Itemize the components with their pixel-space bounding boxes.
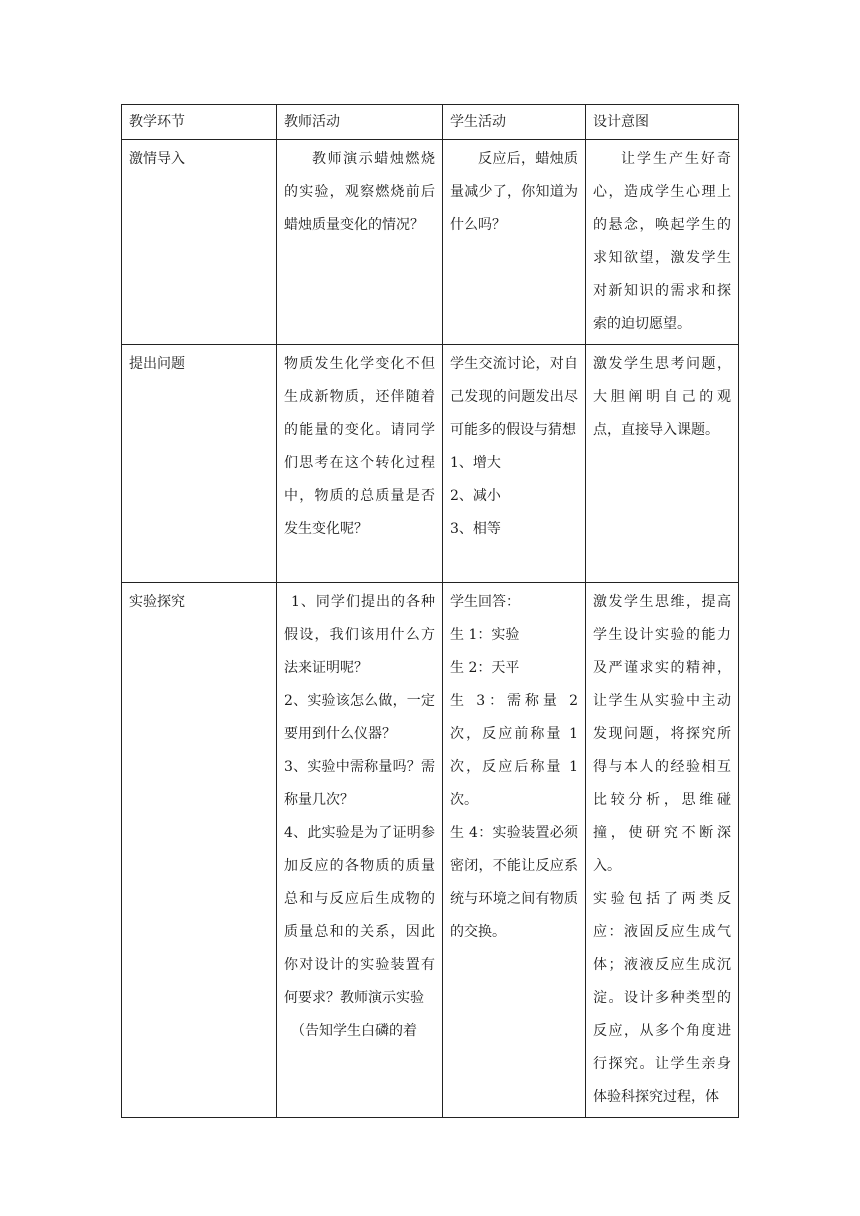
teacher-cell: [277, 583, 443, 1118]
hypothesis-item: 3、相等: [450, 521, 501, 537]
teacher-cell: [277, 140, 443, 345]
teacher-paragraph: 教师演示蜡烛燃烧的实验，观察燃烧前后蜡烛质量变化的情况？: [284, 151, 435, 233]
student-paragraph: 生 4：实验装置必须密闭，不能让反应系统与环境之间有物质的交换。: [450, 825, 578, 940]
intent-paragraph: 激发学生思考问题，大胆阐明自己的观点，直接导入课题。: [593, 356, 731, 438]
teacher-paragraph: （告知学生白磷的着: [291, 1023, 417, 1039]
table-row: [122, 140, 739, 345]
student-cell: [443, 583, 586, 1118]
teacher-paragraph: 1、同学们提出的各种假设，我们该用什么方法来证明呢？: [284, 594, 435, 676]
student-paragraph: 反应后，蜡烛质量减少了，你知道为什么吗？: [450, 151, 578, 233]
table-header-row: [122, 105, 739, 140]
student-paragraph: 生 3：需称量 2 次，反应前称量 1 次，反应后称量 1 次。: [450, 693, 578, 808]
hypothesis-item: 1、增大: [450, 455, 501, 471]
intent-paragraph: 激发学生思维，提高学生设计实验的能力及严谨求实的精神，让学生从实验中主动发现问题，将探究所得与本人的经验相互比较分析，思维碰撞，使研究不断深入。: [593, 594, 731, 874]
teacher-paragraph: 2、实验该怎么做，一定要用到什么仪器？: [284, 693, 435, 742]
student-cell: [443, 345, 586, 583]
student-paragraph: 生 2：天平: [450, 660, 520, 676]
student-cell: [443, 140, 586, 345]
teacher-paragraph: 4、此实验是为了证明参加反应的各物质的质量总和与反应后生成物的质量总和的关系，因此你对设计的实验装置有何要求？教师演示实验: [284, 825, 435, 1006]
intent-cell: [586, 140, 739, 345]
intent-cell: [586, 583, 739, 1118]
teacher-paragraph: 3、实验中需称量吗？需称量几次？: [284, 759, 435, 808]
header-design-intent: 设计意图: [586, 105, 739, 140]
stage-cell: 激情导入: [122, 140, 277, 345]
stage-cell: 提出问题: [122, 345, 277, 583]
intent-paragraph: 实验包括了两类反应：液固反应生成气体；液液反应生成沉淀。设计多种类型的反应，从多个角度进行探究。让学生亲身体验科探究过程，体: [593, 891, 731, 1105]
student-paragraph: 生 1：实验: [450, 627, 520, 643]
teacher-cell: [277, 345, 443, 583]
lesson-plan-table: [121, 104, 739, 1118]
stage-cell: 实验探究: [122, 583, 277, 1118]
teacher-paragraph: 物质发生化学变化不但生成新物质，还伴随着的能量的变化。请同学们思考在这个转化过程中，物质的总质量是否发生变化呢？: [284, 356, 435, 537]
table-row: [122, 583, 739, 1118]
header-teacher-activity: 教师活动: [277, 105, 443, 140]
intent-cell: [586, 345, 739, 583]
table-row: [122, 345, 739, 583]
header-student-activity: 学生活动: [443, 105, 586, 140]
hypothesis-item: 2、减小: [450, 488, 501, 504]
student-paragraph: 学生交流讨论，对自己发现的问题发出尽可能多的假设与猜想: [450, 356, 578, 438]
intent-paragraph: 让学生产生好奇心，造成学生心理上的悬念，唤起学生的求知欲望，激发学生对新知识的需求和探索的迫切愿望。: [593, 151, 731, 332]
header-stage: 教学环节: [122, 105, 277, 140]
student-paragraph: 学生回答：: [450, 594, 520, 610]
